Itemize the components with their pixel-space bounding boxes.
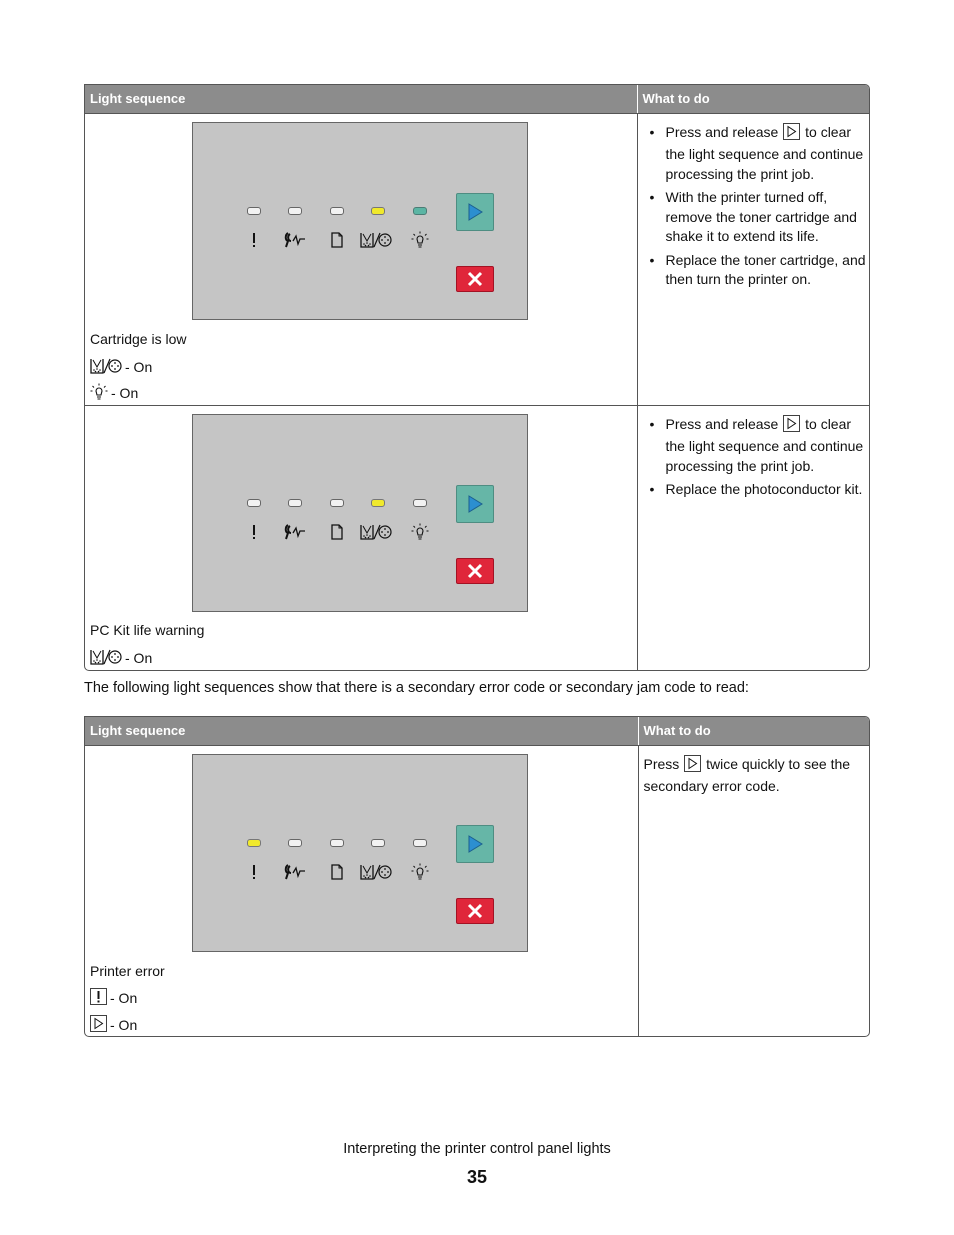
ready-light-icon [90, 383, 108, 404]
legend-state: - On [125, 359, 153, 375]
instruction-text: Press [643, 755, 680, 772]
what-to-do-cell [637, 405, 869, 670]
indicator-light [247, 839, 261, 847]
legend-toner-on [90, 357, 152, 378]
indicator-light [288, 499, 302, 507]
indicator-light [371, 839, 385, 847]
toner-photoconductor-icon [360, 863, 392, 881]
continue-button [456, 193, 494, 231]
paper-jam-icon [283, 231, 307, 249]
what-to-do-cell [637, 113, 869, 405]
sequence-caption: Cartridge is low [90, 330, 187, 347]
indicator-light [413, 499, 427, 507]
continue-button-icon [684, 755, 701, 777]
load-paper-icon [330, 231, 344, 249]
legend-toner-on [90, 648, 152, 669]
indicator-light [247, 499, 261, 507]
legend-state: - On [111, 385, 139, 401]
indicator-light [288, 839, 302, 847]
continue-button [456, 825, 494, 863]
control-panel-illustration [192, 414, 528, 612]
ready-icon [411, 523, 429, 541]
instruction-text: twice quickly to see the secondary error code. [643, 755, 851, 794]
what-to-do-cell [638, 745, 869, 1036]
list-item: • Replace the photoconductor kit. [638, 480, 870, 500]
stop-button [456, 898, 494, 924]
stop-button [456, 558, 494, 584]
legend-error-on [90, 988, 137, 1008]
error-icon [251, 523, 257, 541]
sequence-caption: Printer error [90, 962, 165, 979]
ready-icon [411, 863, 429, 881]
control-panel-illustration [192, 754, 528, 952]
sequence-caption: PC Kit life warning [90, 621, 205, 638]
indicator-light [330, 207, 344, 215]
stop-button [456, 266, 494, 292]
indicator-light [371, 207, 385, 215]
list-item: • Replace the toner cartridge, and then turn the printer on. [638, 251, 870, 290]
header-what-to-do: What to do [638, 717, 869, 745]
header-light-sequence: Light sequence [85, 717, 638, 745]
load-paper-icon [330, 863, 344, 881]
indicator-light [330, 839, 344, 847]
toner-photoconductor-icon [360, 523, 392, 541]
indicator-light [247, 207, 261, 215]
legend-continue-on [90, 1015, 137, 1035]
light-sequence-table-2 [84, 716, 870, 1037]
page-footer: Interpreting the printer control panel lights [343, 1141, 611, 1157]
light-sequence-cell [85, 113, 637, 405]
legend-state: - On [125, 650, 153, 666]
legend-state: - On [110, 1016, 138, 1033]
light-sequence-cell [85, 745, 638, 1036]
toner-photoconductor-icon [360, 231, 392, 249]
indicator-light [330, 499, 344, 507]
paper-jam-icon [283, 863, 307, 881]
legend-state: - On [110, 989, 138, 1006]
toner-photoconductor-icon [90, 648, 122, 669]
continue-button-icon [90, 1015, 107, 1035]
continue-button-icon [783, 415, 800, 438]
light-sequence-table-1 [84, 84, 870, 671]
light-sequence-cell [85, 405, 637, 670]
control-panel-illustration [192, 122, 528, 320]
load-paper-icon [330, 523, 344, 541]
list-item: • With the printer turned off, remove the toner cartridge and shake it to extend its life. [638, 188, 870, 247]
list-item: • Press and release to clear the light sequence and continue processing the print job. [638, 415, 870, 477]
indicator-light [413, 839, 427, 847]
intro-paragraph: The following light sequences show that there is a secondary error code or secondary jam code to read: [84, 680, 749, 696]
legend-ready-on [90, 383, 138, 404]
indicator-light [371, 499, 385, 507]
continue-button [456, 485, 494, 523]
error-light-icon [90, 988, 107, 1008]
indicator-light [413, 207, 427, 215]
continue-button-icon [783, 123, 800, 146]
page-number: 35 [466, 1167, 488, 1187]
error-icon [251, 231, 257, 249]
list-item: • Press and release to clear the light sequence and continue processing the print job. [638, 123, 870, 185]
paper-jam-icon [283, 523, 307, 541]
indicator-light [288, 207, 302, 215]
error-icon [251, 863, 257, 881]
header-what-to-do: What to do [637, 85, 869, 113]
ready-icon [411, 231, 429, 249]
toner-photoconductor-icon [90, 357, 122, 378]
header-light-sequence: Light sequence [85, 85, 637, 113]
